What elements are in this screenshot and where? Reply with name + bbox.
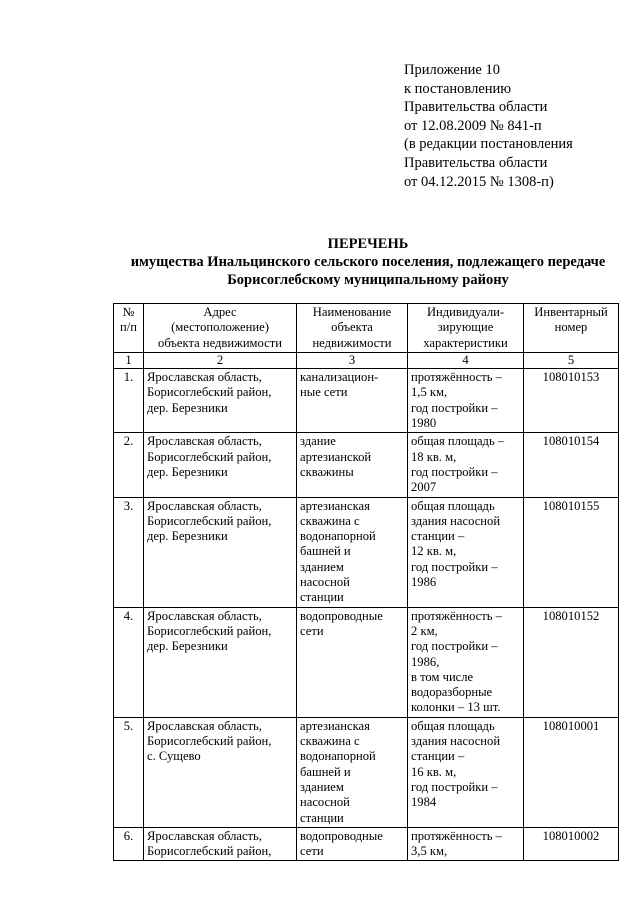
header-inventory: Инвентарный номер [524, 304, 619, 353]
column-number: 5 [524, 352, 619, 368]
cell-text-line: насосной [300, 795, 350, 810]
cell-text-line: башней и [300, 544, 351, 559]
appendix-line: Приложение 10 [404, 62, 500, 78]
cell-text-line: 1,5 км, [411, 385, 448, 400]
document-subtitle: Борисоглебскому муниципальному району [227, 272, 509, 288]
row-characteristics-cell [408, 827, 524, 861]
cell-text-line: год постройки – [411, 559, 498, 574]
row-address-cell [144, 607, 297, 717]
table-row [114, 433, 619, 497]
document-heading [0, 235, 640, 289]
cell-text-line: Борисоглебский район, [147, 513, 272, 528]
table-row [114, 497, 619, 607]
table-row [114, 369, 619, 433]
column-number: 1 [114, 352, 144, 368]
row-name-cell [297, 497, 408, 607]
cell-text-line: 12 кв. м, [411, 544, 457, 559]
cell-text-line: протяжённость – [411, 828, 502, 843]
cell-text-line: здания насосной [411, 513, 501, 528]
cell-text-line: дер. Березники [147, 464, 228, 479]
cell-text-line: здания насосной [411, 734, 501, 749]
cell-text-line: общая площадь – [411, 434, 505, 449]
appendix-line: Правительства области [404, 154, 548, 171]
cell-text-line: год постройки – [411, 400, 498, 415]
header-address: Адрес (местоположение) объекта недвижимости [144, 304, 297, 353]
cell-text-line: артезианской [300, 449, 372, 464]
cell-text-line: станции [300, 810, 344, 825]
cell-text-line: канализацион- [300, 370, 379, 385]
cell-text-line: станции [300, 590, 344, 605]
cell-text-line: 1986 [411, 575, 437, 590]
appendix-note [404, 61, 573, 191]
appendix-line: от 04.12.2015 № 1308-п) [404, 173, 554, 190]
cell-text-line: артезианская [300, 718, 370, 733]
cell-text-line: общая площадь [411, 498, 495, 513]
appendix-line: от 12.08.2009 № 841-п [404, 117, 542, 134]
cell-text-line: зданием [300, 559, 344, 574]
row-num-cell: 4. [114, 607, 144, 717]
appendix-line: (в редакции постановления [404, 136, 573, 153]
row-characteristics-cell [408, 607, 524, 717]
row-name-cell [297, 827, 408, 861]
cell-text-line: протяжённость – [411, 608, 502, 623]
cell-text-line: скважина с [300, 513, 360, 528]
row-inventory-cell: 108010155 [524, 497, 619, 607]
appendix-line: к постановлению [404, 80, 512, 97]
row-name-cell [297, 433, 408, 497]
row-num-cell: 1. [114, 369, 144, 433]
cell-text-line: колонки – 13 шт. [411, 700, 501, 715]
column-number: 4 [408, 352, 524, 368]
row-name-cell [297, 717, 408, 827]
row-name-cell [297, 607, 408, 717]
cell-text-line: здание [300, 434, 336, 449]
cell-text-line: скважина с [300, 734, 360, 749]
header-name: Наименование объекта недвижимости [297, 304, 408, 353]
appendix-line: Правительства области [404, 99, 548, 116]
cell-text-line: сети [300, 844, 324, 859]
cell-text-line: 2007 [411, 480, 437, 495]
cell-text-line: с. Сущево [147, 749, 201, 764]
cell-text-line: 1986, [411, 654, 440, 669]
cell-text-line: Борисоглебский район, [147, 734, 272, 749]
row-address-cell [144, 369, 297, 433]
cell-text-line: в том числе [411, 669, 474, 684]
cell-text-line: дер. Березники [147, 529, 228, 544]
table-row [114, 607, 619, 717]
cell-text-line: Борисоглебский район, [147, 623, 272, 638]
document-title: ПЕРЕЧЕНЬ [327, 236, 409, 252]
cell-text-line: дер. Березники [147, 400, 228, 415]
table-header-row [114, 304, 619, 353]
cell-text-line: зданием [300, 779, 344, 794]
cell-text-line: водонапорной [300, 529, 376, 544]
property-table [113, 303, 619, 861]
cell-text-line: станции – [411, 749, 465, 764]
row-num-cell: 5. [114, 717, 144, 827]
cell-text-line: башней и [300, 764, 351, 779]
cell-text-line: год постройки – [411, 464, 498, 479]
cell-text-line: Борисоглебский район, [147, 449, 272, 464]
row-characteristics-cell [408, 433, 524, 497]
row-inventory-cell: 108010152 [524, 607, 619, 717]
cell-text-line: Ярославская область, [147, 434, 262, 449]
row-address-cell [144, 717, 297, 827]
cell-text-line: Ярославская область, [147, 828, 262, 843]
cell-text-line: 2 км, [411, 623, 438, 638]
row-inventory-cell: 108010002 [524, 827, 619, 861]
cell-text-line: водопроводные [300, 828, 383, 843]
cell-text-line: скважины [300, 464, 354, 479]
column-number: 3 [297, 352, 408, 368]
table-body [114, 304, 619, 861]
cell-text-line: Борисоглебский район, [147, 385, 272, 400]
row-address-cell [144, 433, 297, 497]
row-characteristics-cell [408, 497, 524, 607]
row-num-cell: 6. [114, 827, 144, 861]
cell-text-line: общая площадь [411, 718, 495, 733]
row-characteristics-cell [408, 717, 524, 827]
cell-text-line: ные сети [300, 385, 348, 400]
cell-text-line: станции – [411, 529, 465, 544]
cell-text-line: Ярославская область, [147, 498, 262, 513]
cell-text-line: артезианская [300, 498, 370, 513]
cell-text-line: дер. Березники [147, 639, 228, 654]
cell-text-line: водонапорной [300, 749, 376, 764]
document-subtitle: имущества Инальцинского сельского поселения, подлежащего передаче [130, 254, 606, 270]
row-name-cell [297, 369, 408, 433]
cell-text-line: насосной [300, 575, 350, 590]
row-num-cell: 3. [114, 497, 144, 607]
cell-text-line: 1980 [411, 416, 437, 431]
cell-text-line: водоразборные [411, 685, 493, 700]
table-row [114, 717, 619, 827]
column-number-row [114, 352, 619, 368]
row-address-cell [144, 497, 297, 607]
cell-text-line: Ярославская область, [147, 718, 262, 733]
column-number: 2 [144, 352, 297, 368]
row-characteristics-cell [408, 369, 524, 433]
cell-text-line: Ярославская область, [147, 608, 262, 623]
cell-text-line: 1984 [411, 795, 437, 810]
cell-text-line: год постройки – [411, 639, 498, 654]
row-inventory-cell: 108010154 [524, 433, 619, 497]
header-num: № п/п [114, 304, 144, 353]
cell-text-line: 16 кв. м, [411, 764, 457, 779]
cell-text-line: Ярославская область, [147, 370, 262, 385]
cell-text-line: 3,5 км, [411, 844, 448, 859]
table-row [114, 827, 619, 861]
cell-text-line: протяжённость – [411, 370, 502, 385]
cell-text-line: водопроводные [300, 608, 383, 623]
header-characteristics: Индивидуали- зирующие характеристики [408, 304, 524, 353]
row-address-cell [144, 827, 297, 861]
cell-text-line: 18 кв. м, [411, 449, 457, 464]
row-inventory-cell: 108010001 [524, 717, 619, 827]
cell-text-line: год постройки – [411, 779, 498, 794]
cell-text-line: Борисоглебский район, [147, 844, 272, 859]
row-num-cell: 2. [114, 433, 144, 497]
row-inventory-cell: 108010153 [524, 369, 619, 433]
cell-text-line: сети [300, 623, 324, 638]
